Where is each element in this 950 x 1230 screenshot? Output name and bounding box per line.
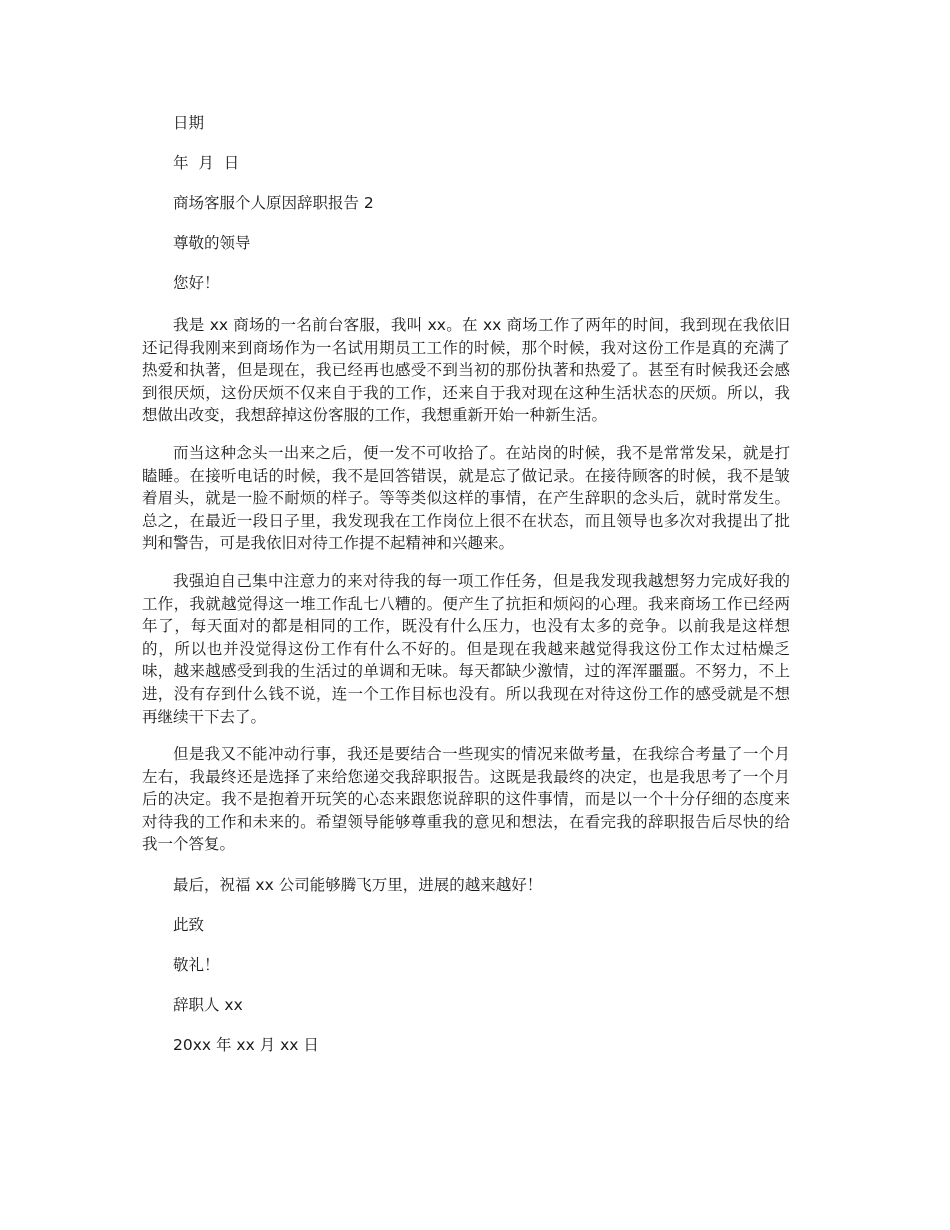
document-title: 商场客服个人原因辞职报告 2 [173,194,374,212]
body-paragraph: 而当这种念头一出来之后，便一发不可收拾了。在站岗的时候，我不是常常发呆，就是打瞌睡。在接听电话的时候，我不是回答错误，就是忘了做记录。在接待顾客的时候，我不是皱着眉头，就是一脸不耐烦的样子。等等类似这样的事情，在产生辞职的念头后，就时常发生。总之，在最近一段日子里，我发现我在工作岗位上很不在状态，而且领导也多次对我提出了批判和警告，可是我依旧对待工作提不起精神和兴趣来。 [142,443,790,553]
body-paragraph: 但是我又不能冲动行事，我还是要结合一些现实的情况来做考量，在我综合考量了一个月左右，我最终还是选择了来给您递交我辞职报告。这既是我最终的决定，也是我思考了一个月后的决定。我不是抱着开玩笑的心态来跟您说辞职的这件事情，而是以一个十分仔细的态度来对待我的工作和未来的。希望领导能够尊重我的意见和想法，在看完我的辞职报告后尽快的给我一个答复。 [142,745,790,854]
closing-line-1: 此致 [173,916,205,935]
body-paragraph: 我强迫自己集中注意力的来对待我的每一项工作任务，但是我发现我越想努力完成好我的工作，我就越觉得这一堆工作乱七八糟的。便产生了抗拒和烦闷的心理。我来商场工作已经两年了，每天面对的都是相同的工作，既没有什么压力，也没有太多的竞争。以前我是这样想的，所以也并没觉得这份工作有什么不好的。但是现在我越来越觉得我这份工作太过枯燥乏味，越来越感受到我的生活过的单调和无味。每天都缺少激情，过的浑浑噩噩。不努力，不上进，没有存到什么钱不说，连一个工作目标也没有。所以我现在对待这份工作的感受就是不想再继续干下去了。 [142,571,790,726]
date-label: 日期 [173,114,205,132]
salutation: 尊敬的领导 [173,234,251,252]
body-paragraph: 我是 xx 商场的一名前台客服，我叫 xx。在 xx 商场工作了两年的时间，我到现在我依旧还记得我刚来到商场作为一名试用期员工工作的时候，那个时候，我对这份工作是真的充满了热爱和执著，但是现在，我已经再也感受不到当初的那份执著和热爱了。甚至有时候我还会感到很厌烦，这份厌烦不仅来自于我的工作，还来自于我对现在这种生活状态的厌烦。所以，我想做出改变，我想辞掉这份客服的工作，我想重新开始一种新生活。 [142,316,790,425]
closing-wish: 最后，祝福 xx 公司能够腾飞万里，进展的越来越好！ [173,876,543,895]
document-page [142,112,813,1074]
greeting: 您好！ [173,274,220,292]
signature: 辞职人 xx [173,996,243,1015]
signature-date: 20xx 年 xx 月 xx 日 [173,1036,319,1055]
closing-line-2: 敬礼！ [173,956,220,975]
date-fields: 年 月 日 [173,154,240,172]
